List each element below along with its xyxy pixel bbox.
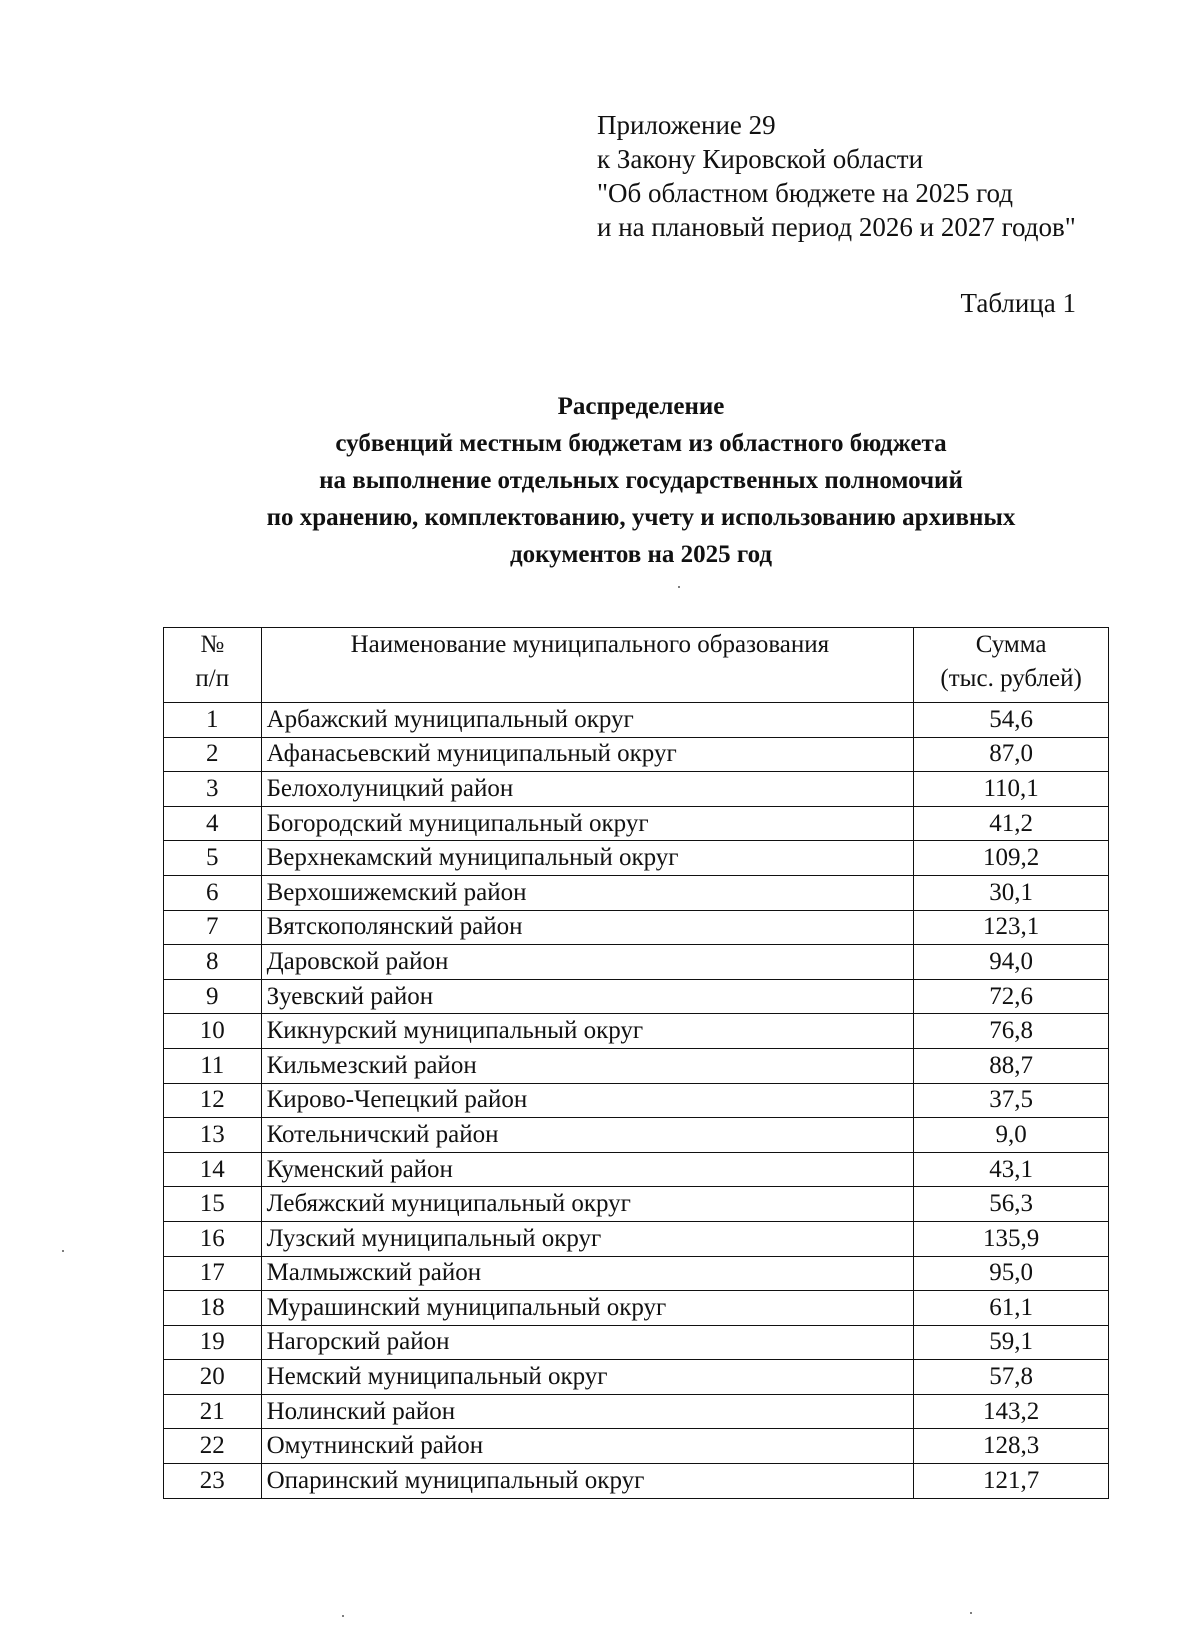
row-number: 6 — [164, 875, 262, 910]
title-line: на выполнение отдельных государственных полномочий — [319, 467, 963, 494]
table-row — [164, 1048, 1109, 1083]
row-sum: 56,3 — [914, 1187, 1109, 1222]
table-row — [164, 945, 1109, 980]
table-row — [164, 1014, 1109, 1049]
appendix-line: и на плановый период 2026 и 2027 годов" — [597, 212, 1076, 242]
row-sum: 88,7 — [914, 1048, 1109, 1083]
row-number: 9 — [164, 979, 262, 1014]
header-name-text: Наименование муниципального образования — [350, 631, 830, 658]
table-row — [164, 1118, 1109, 1153]
scan-speck — [678, 586, 680, 588]
row-number: 17 — [164, 1256, 262, 1291]
table-row — [164, 1083, 1109, 1118]
row-name: Немский муниципальный округ — [261, 1360, 914, 1395]
table-row — [164, 1187, 1109, 1222]
table-row — [164, 1429, 1109, 1464]
row-number: 23 — [164, 1464, 262, 1499]
row-sum: 95,0 — [914, 1256, 1109, 1291]
row-number: 12 — [164, 1083, 262, 1118]
row-name: Нолинский район — [261, 1394, 914, 1429]
row-number: 10 — [164, 1014, 262, 1049]
row-name: Кирово-Чепецкий район — [261, 1083, 914, 1118]
row-number: 11 — [164, 1048, 262, 1083]
row-sum: 57,8 — [914, 1360, 1109, 1395]
row-name: Верхошижемский район — [261, 875, 914, 910]
row-sum: 109,2 — [914, 841, 1109, 876]
title-line: Распределение — [557, 393, 725, 420]
row-name: Лузский муниципальный округ — [261, 1221, 914, 1256]
table-row — [164, 1256, 1109, 1291]
row-name: Опаринский муниципальный округ — [261, 1464, 914, 1499]
table-row — [164, 979, 1109, 1014]
table-row — [164, 875, 1109, 910]
row-name: Верхнекамский муниципальный округ — [261, 841, 914, 876]
appendix-line: "Об областном бюджете на 2025 год — [597, 178, 1013, 208]
header-sum-line2: (тыс. рублей) — [940, 665, 1082, 692]
row-name: Омутнинский район — [261, 1429, 914, 1464]
row-name: Кильмезский район — [261, 1048, 914, 1083]
table-row — [164, 1152, 1109, 1187]
header-number — [164, 628, 262, 703]
table-row — [164, 1464, 1109, 1499]
row-sum: 143,2 — [914, 1394, 1109, 1429]
row-number: 16 — [164, 1221, 262, 1256]
header-number-line2: п/п — [195, 665, 230, 692]
row-number: 20 — [164, 1360, 262, 1395]
row-number: 13 — [164, 1118, 262, 1153]
distribution-table — [163, 627, 1109, 1499]
row-name: Котельничский район — [261, 1118, 914, 1153]
row-sum: 110,1 — [914, 772, 1109, 807]
header-sum-line1: Сумма — [975, 631, 1047, 658]
row-sum: 43,1 — [914, 1152, 1109, 1187]
row-name: Белохолуницкий район — [261, 772, 914, 807]
table-row — [164, 841, 1109, 876]
scan-speck — [62, 1250, 64, 1252]
row-sum: 41,2 — [914, 806, 1109, 841]
appendix-block — [597, 108, 1076, 244]
row-sum: 128,3 — [914, 1429, 1109, 1464]
row-name: Кикнурский муниципальный округ — [261, 1014, 914, 1049]
row-number: 4 — [164, 806, 262, 841]
row-sum: 94,0 — [914, 945, 1109, 980]
row-number: 1 — [164, 703, 262, 738]
table-row — [164, 1394, 1109, 1429]
table-row — [164, 1291, 1109, 1326]
row-name: Даровской район — [261, 945, 914, 980]
row-name: Зуевский район — [261, 979, 914, 1014]
scan-speck — [342, 1615, 344, 1617]
row-name: Малмыжский район — [261, 1256, 914, 1291]
table-row — [164, 703, 1109, 738]
row-sum: 30,1 — [914, 875, 1109, 910]
table-row — [164, 806, 1109, 841]
row-number: 2 — [164, 737, 262, 772]
document-title — [0, 388, 1200, 573]
scan-speck — [970, 1612, 972, 1614]
row-number: 15 — [164, 1187, 262, 1222]
row-sum: 54,6 — [914, 703, 1109, 738]
row-sum: 135,9 — [914, 1221, 1109, 1256]
title-line: документов на 2025 год — [509, 541, 773, 568]
row-number: 22 — [164, 1429, 262, 1464]
appendix-line: к Закону Кировской области — [597, 144, 924, 174]
row-sum: 37,5 — [914, 1083, 1109, 1118]
row-number: 7 — [164, 910, 262, 945]
row-sum: 61,1 — [914, 1291, 1109, 1326]
table-row — [164, 1360, 1109, 1395]
table-row — [164, 1325, 1109, 1360]
row-sum: 72,6 — [914, 979, 1109, 1014]
row-name: Нагорский район — [261, 1325, 914, 1360]
row-sum: 76,8 — [914, 1014, 1109, 1049]
row-name: Афанасьевский муниципальный округ — [261, 737, 914, 772]
row-name: Лебяжский муниципальный округ — [261, 1187, 914, 1222]
row-number: 19 — [164, 1325, 262, 1360]
row-number: 21 — [164, 1394, 262, 1429]
row-sum: 121,7 — [914, 1464, 1109, 1499]
table-body — [164, 703, 1109, 1499]
appendix-line: Приложение 29 — [597, 110, 776, 140]
header-number-line1: № — [200, 631, 225, 658]
row-name: Мурашинский муниципальный округ — [261, 1291, 914, 1326]
row-name: Арбажский муниципальный округ — [261, 703, 914, 738]
row-name: Богородский муниципальный округ — [261, 806, 914, 841]
title-line: по хранению, комплектованию, учету и использованию архивных — [266, 504, 1016, 531]
table-row — [164, 737, 1109, 772]
title-line: субвенций местным бюджетам из областного бюджета — [335, 430, 947, 457]
table-header-row — [164, 628, 1109, 703]
header-sum — [914, 628, 1109, 703]
row-number: 14 — [164, 1152, 262, 1187]
row-name: Куменский район — [261, 1152, 914, 1187]
header-name — [261, 628, 914, 703]
table-row — [164, 772, 1109, 807]
row-sum: 123,1 — [914, 910, 1109, 945]
table-row — [164, 910, 1109, 945]
table-label: Таблица 1 — [960, 288, 1076, 318]
row-number: 5 — [164, 841, 262, 876]
row-sum: 87,0 — [914, 737, 1109, 772]
row-sum: 9,0 — [914, 1118, 1109, 1153]
row-number: 3 — [164, 772, 262, 807]
table-row — [164, 1221, 1109, 1256]
row-name: Вятскополянский район — [261, 910, 914, 945]
row-sum: 59,1 — [914, 1325, 1109, 1360]
row-number: 18 — [164, 1291, 262, 1326]
row-number: 8 — [164, 945, 262, 980]
